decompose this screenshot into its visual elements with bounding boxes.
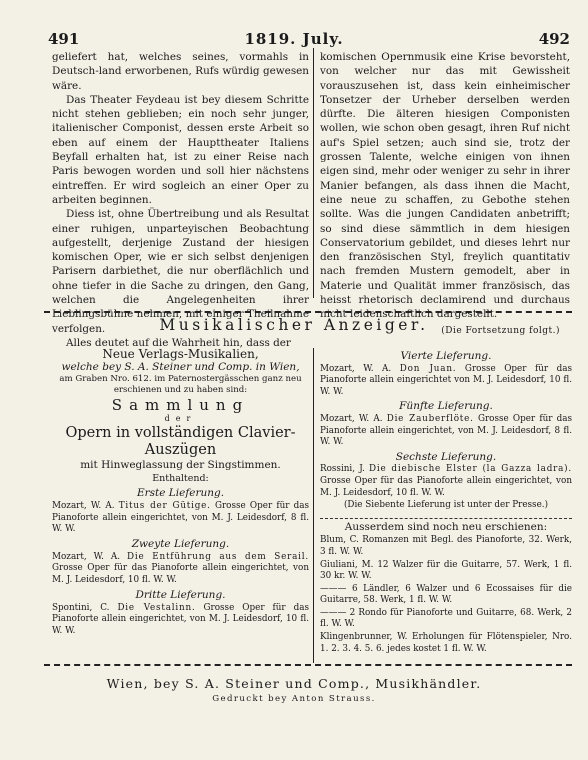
column-divider bbox=[313, 48, 314, 298]
delivery-label: Dritte Lieferung. bbox=[135, 588, 226, 601]
advert-heading: Neue Verlags-Musikalien, bbox=[102, 347, 259, 361]
catalog-item: Klingenbrunner, W. Erholungen für Flötenspieler, Nro. 1. 2. 3. 4. 5. 6. jedes kostet 1 fl. W. W. bbox=[320, 632, 572, 654]
advert-right-column bbox=[320, 348, 572, 656]
composer: Mozart, W. A. bbox=[52, 501, 115, 511]
section-divider bbox=[44, 664, 572, 666]
catalog-item: ——— 6 Ländler, 6 Walzer und 6 Ecossaises für die Guitarre, 58. Werk, 1 fl. W. W. bbox=[320, 583, 572, 606]
work-title: Die Zauberflöte. bbox=[386, 413, 474, 424]
press-note: (Die Siebente Lieferung ist unter der Presse.) bbox=[343, 500, 549, 511]
page-number-left: 491 bbox=[48, 30, 80, 48]
publisher-line: welche bey S. A. Steiner und Comp. in Wien, bbox=[61, 361, 300, 373]
work-title: Die Entführung aus dem Serail. bbox=[127, 551, 309, 562]
subtitle-line: mit Hinweglassung der Singstimmen. bbox=[80, 459, 281, 471]
composer: Spontini, C. bbox=[52, 602, 110, 613]
delivery-entry bbox=[52, 552, 309, 587]
work-details: Grosse Oper für das Pianoforte allein eingerichtet, von M. J. Leidesdorf, 10 fl. W. W. bbox=[320, 475, 572, 498]
paragraph: Alles deutet auf die Wahrheit hin, dass der bbox=[66, 336, 291, 349]
imprint-line: Wien, bey S. A. Steiner und Comp., Musikhändler. bbox=[106, 676, 482, 691]
delivery-entry bbox=[320, 414, 572, 449]
printer-line: Gedruckt bey Anton Strauss. bbox=[212, 694, 376, 704]
catalog-item: ——— 2 Rondo für Pianoforte und Guitarre, 68. Werk, 2 fl. W. W. bbox=[320, 607, 572, 630]
work-title: Titus der Gütige. bbox=[118, 501, 211, 511]
delivery-entry bbox=[320, 364, 572, 399]
article-right-column bbox=[320, 50, 570, 338]
delivery-label: Fünfte Lieferung. bbox=[399, 400, 493, 413]
address-line: am Graben Nro. 612. im Paternostergässchen ganz neu erschienen und zu haben sind: bbox=[59, 374, 302, 395]
work-title: Don Juan. bbox=[399, 363, 457, 374]
delivery-label: Vierte Lieferung. bbox=[400, 350, 492, 362]
delivery-label: Sechste Lieferung. bbox=[395, 450, 497, 463]
composer: Mozart, W. A. bbox=[320, 413, 383, 424]
work-details: Grosse Oper für das Pianoforte allein eingerichtet, von M. J. Leidesdorf, 8 fl. W. W. bbox=[52, 501, 310, 535]
page-number-right: 492 bbox=[538, 30, 570, 48]
article-left-column bbox=[52, 50, 309, 350]
work-title: Die diebische Elster (la Gazza ladra). bbox=[369, 464, 572, 475]
work-details: Grosse Oper für das Pianoforte allein eingerichtet, von M. J. Leidesdorf, 10 fl. W. W. bbox=[52, 602, 310, 636]
anzeiger-title: Musikalischer Anzeiger. bbox=[159, 316, 429, 334]
delivery-label: Erste Lieferung. bbox=[136, 487, 225, 499]
paragraph: geliefert hat, welches seines, vormahls in Deutsch-land erworbenen, Rufs würdig gewesen wäre. bbox=[52, 51, 309, 92]
delivery-entry bbox=[52, 501, 309, 536]
work-title: Die Vestalinn. bbox=[117, 602, 196, 613]
ausserdem-heading: Ausserdem sind noch neu erschienen: bbox=[320, 518, 572, 534]
composer: Rossini, J. bbox=[320, 464, 365, 475]
paragraph: Diess ist, ohne Übertreibung und als Resultat einer ruhigen, unparteyischen Beobachtung aufgestellt, derjenige Zustand der hiesigen komischen Oper, wie er sich selbst denjenigen Parisern darbiethet, die nur oberflächlich und ohne tiefer in die Sache zu dringen, den Gang, welchen die Angelegenheiten ihrer Lieblingsbühne nehmen, mit einiger Theilnahme verfolgen. bbox=[52, 208, 309, 335]
composer: Mozart, W. A. bbox=[320, 363, 392, 374]
sammlung-title: Sammlung bbox=[111, 396, 250, 414]
work-details: Grosse Oper für das Pianoforte allein eingerichtet von M. J. Leidesdorf, 10 fl. W. W. bbox=[320, 363, 573, 397]
running-header bbox=[0, 30, 588, 50]
enthaltend-label: Enthaltend: bbox=[152, 473, 209, 484]
continued-note: (Die Fortsetzung folgt.) bbox=[441, 325, 560, 336]
column-divider bbox=[313, 348, 314, 663]
der-word: der bbox=[164, 414, 197, 423]
delivery-entry bbox=[320, 464, 572, 499]
work-details: Grosse Oper für das Pianoforte allein eingerichtet, von M. J. Leidesdorf, 10 fl. W. W. bbox=[52, 563, 309, 585]
section-divider bbox=[44, 311, 572, 313]
header-date: 1819. July. bbox=[244, 30, 344, 48]
composer: Mozart, W. A. bbox=[52, 551, 121, 562]
paragraph: komischen Opernmusik eine Krise bevorsteht, von welcher nur das mit Gewissheit vorauszusehen ist, dass kein einheimischer Tonsetzer der Urheber derselben werden dürfte. Die älteren hiesigen Componisten wollen, wie schon oben gesagt, ihren Ruf nicht auf's Spiel setzen; auch sind sie, trotz der grossen Talente, welche einigen von ihnen eigen sind, mehr oder weniger zu sehr in ihrer Manier befangen, als dass ihnen die Macht, eine neue zu schaffen, zu Gebothe stehen sollte. Was die jungen Candidaten anbetrifft; so sind diese sämmtlich in dem hiesigen Conservatorium gebildet, und dieses lehrt nur den französischen Styl, freylich quantitativ nach fremden Mustern gemodelt, aber in Materie und Qualität immer französisch, das heisst rhetorisch declamirend und durchaus nicht leidenschaftlich dargestellt. bbox=[320, 51, 570, 321]
opern-title: Opern in vollständigen Clavier-Auszügen bbox=[65, 425, 296, 458]
delivery-entry bbox=[52, 603, 309, 638]
work-details: Grosse Oper für das Pianoforte allein eingerichtet, von M. J. Leidesdorf, 8 fl. W. W. bbox=[320, 413, 573, 448]
advert-left-column bbox=[52, 348, 309, 637]
delivery-label: Zweyte Lieferung. bbox=[131, 537, 230, 550]
paragraph: Das Theater Feydeau ist bey diesem Schritte nicht stehen geblieben; ein noch sehr junger, italienischer Componist, dessen erste Arbeit so eben auf einem der Haupttheater Italiens Beyfall erhalten hat, ist zu einer Reise nach Paris bewogen worden und soll hier nächstens eintreffen. Er wird sogleich an einer Oper zu arbeiten beginnen. bbox=[52, 93, 309, 206]
catalog-item: Blum, C. Romanzen mit Begl. des Pianoforte, 32. Werk, 3 fl. W. W. bbox=[320, 535, 572, 557]
catalog-item: Giuliani, M. 12 Walzer für die Guitarre, 57. Werk, 1 fl. 30 kr. W. W. bbox=[320, 559, 572, 582]
